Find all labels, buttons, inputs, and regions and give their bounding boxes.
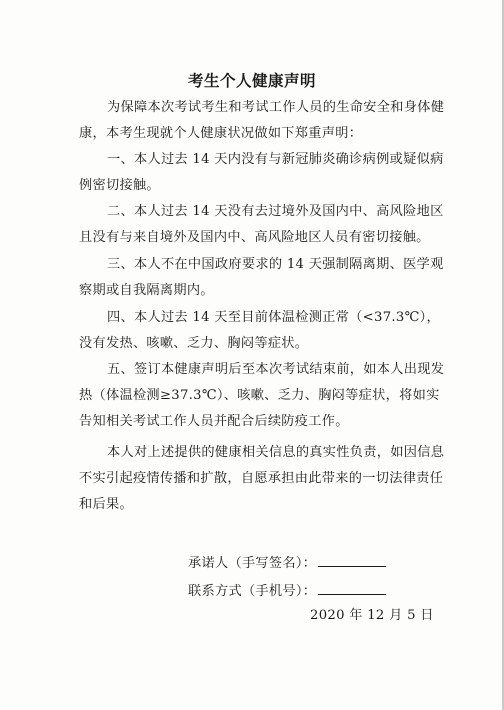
paragraph-item-2: 二、本人过去 14 天没有去过境外及国内中、高风险地区且没有与来自境外及国内中、高风险地区人员有密切接触。 [79, 204, 444, 245]
paragraph-item-1: 一、本人过去 14 天内没有与新冠肺炎确诊病例或疑似病例密切接触。 [79, 152, 444, 193]
document-title: 考生个人健康声明 [187, 71, 316, 90]
phone-blank[interactable] [318, 582, 386, 595]
signature-blank[interactable] [318, 554, 386, 567]
signature-label: 承诺人（手写签名）： [188, 556, 317, 571]
signature-line [188, 552, 386, 571]
paragraph-item-3: 三、本人不在中国政府要求的 14 天强制隔离期、医学观察期或自我隔离期内。 [79, 257, 444, 298]
paragraph-item-4: 四、本人过去 14 天至目前体温检测正常（<37.3℃），没有发热、咳嗽、乏力、胸闷等症状。 [79, 310, 440, 351]
paragraph-item-5: 五、签订本健康声明后至本次考试结束前，如本人出现发热（体温检测≥37.3℃）、咳嗽、乏力、胸闷等症状，将如实告知相关考试工作人员并配合后续防疫工作。 [79, 362, 445, 429]
phone-line [188, 580, 386, 599]
document-date: 2020 年 12 月 5 日 [310, 608, 434, 623]
phone-label: 联系方式（手机号）： [188, 584, 317, 599]
paragraph-responsibility: 本人对上述提供的健康相关信息的真实性负责，如因信息不实引起疫情传播和扩散，自愿承担由此带来的一切法律责任和后果。 [79, 445, 445, 512]
paragraph-intro: 为保障本次考试考生和考试工作人员的生命安全和身体健康，本考生现就个人健康状况做如下郑重声明： [79, 100, 445, 141]
